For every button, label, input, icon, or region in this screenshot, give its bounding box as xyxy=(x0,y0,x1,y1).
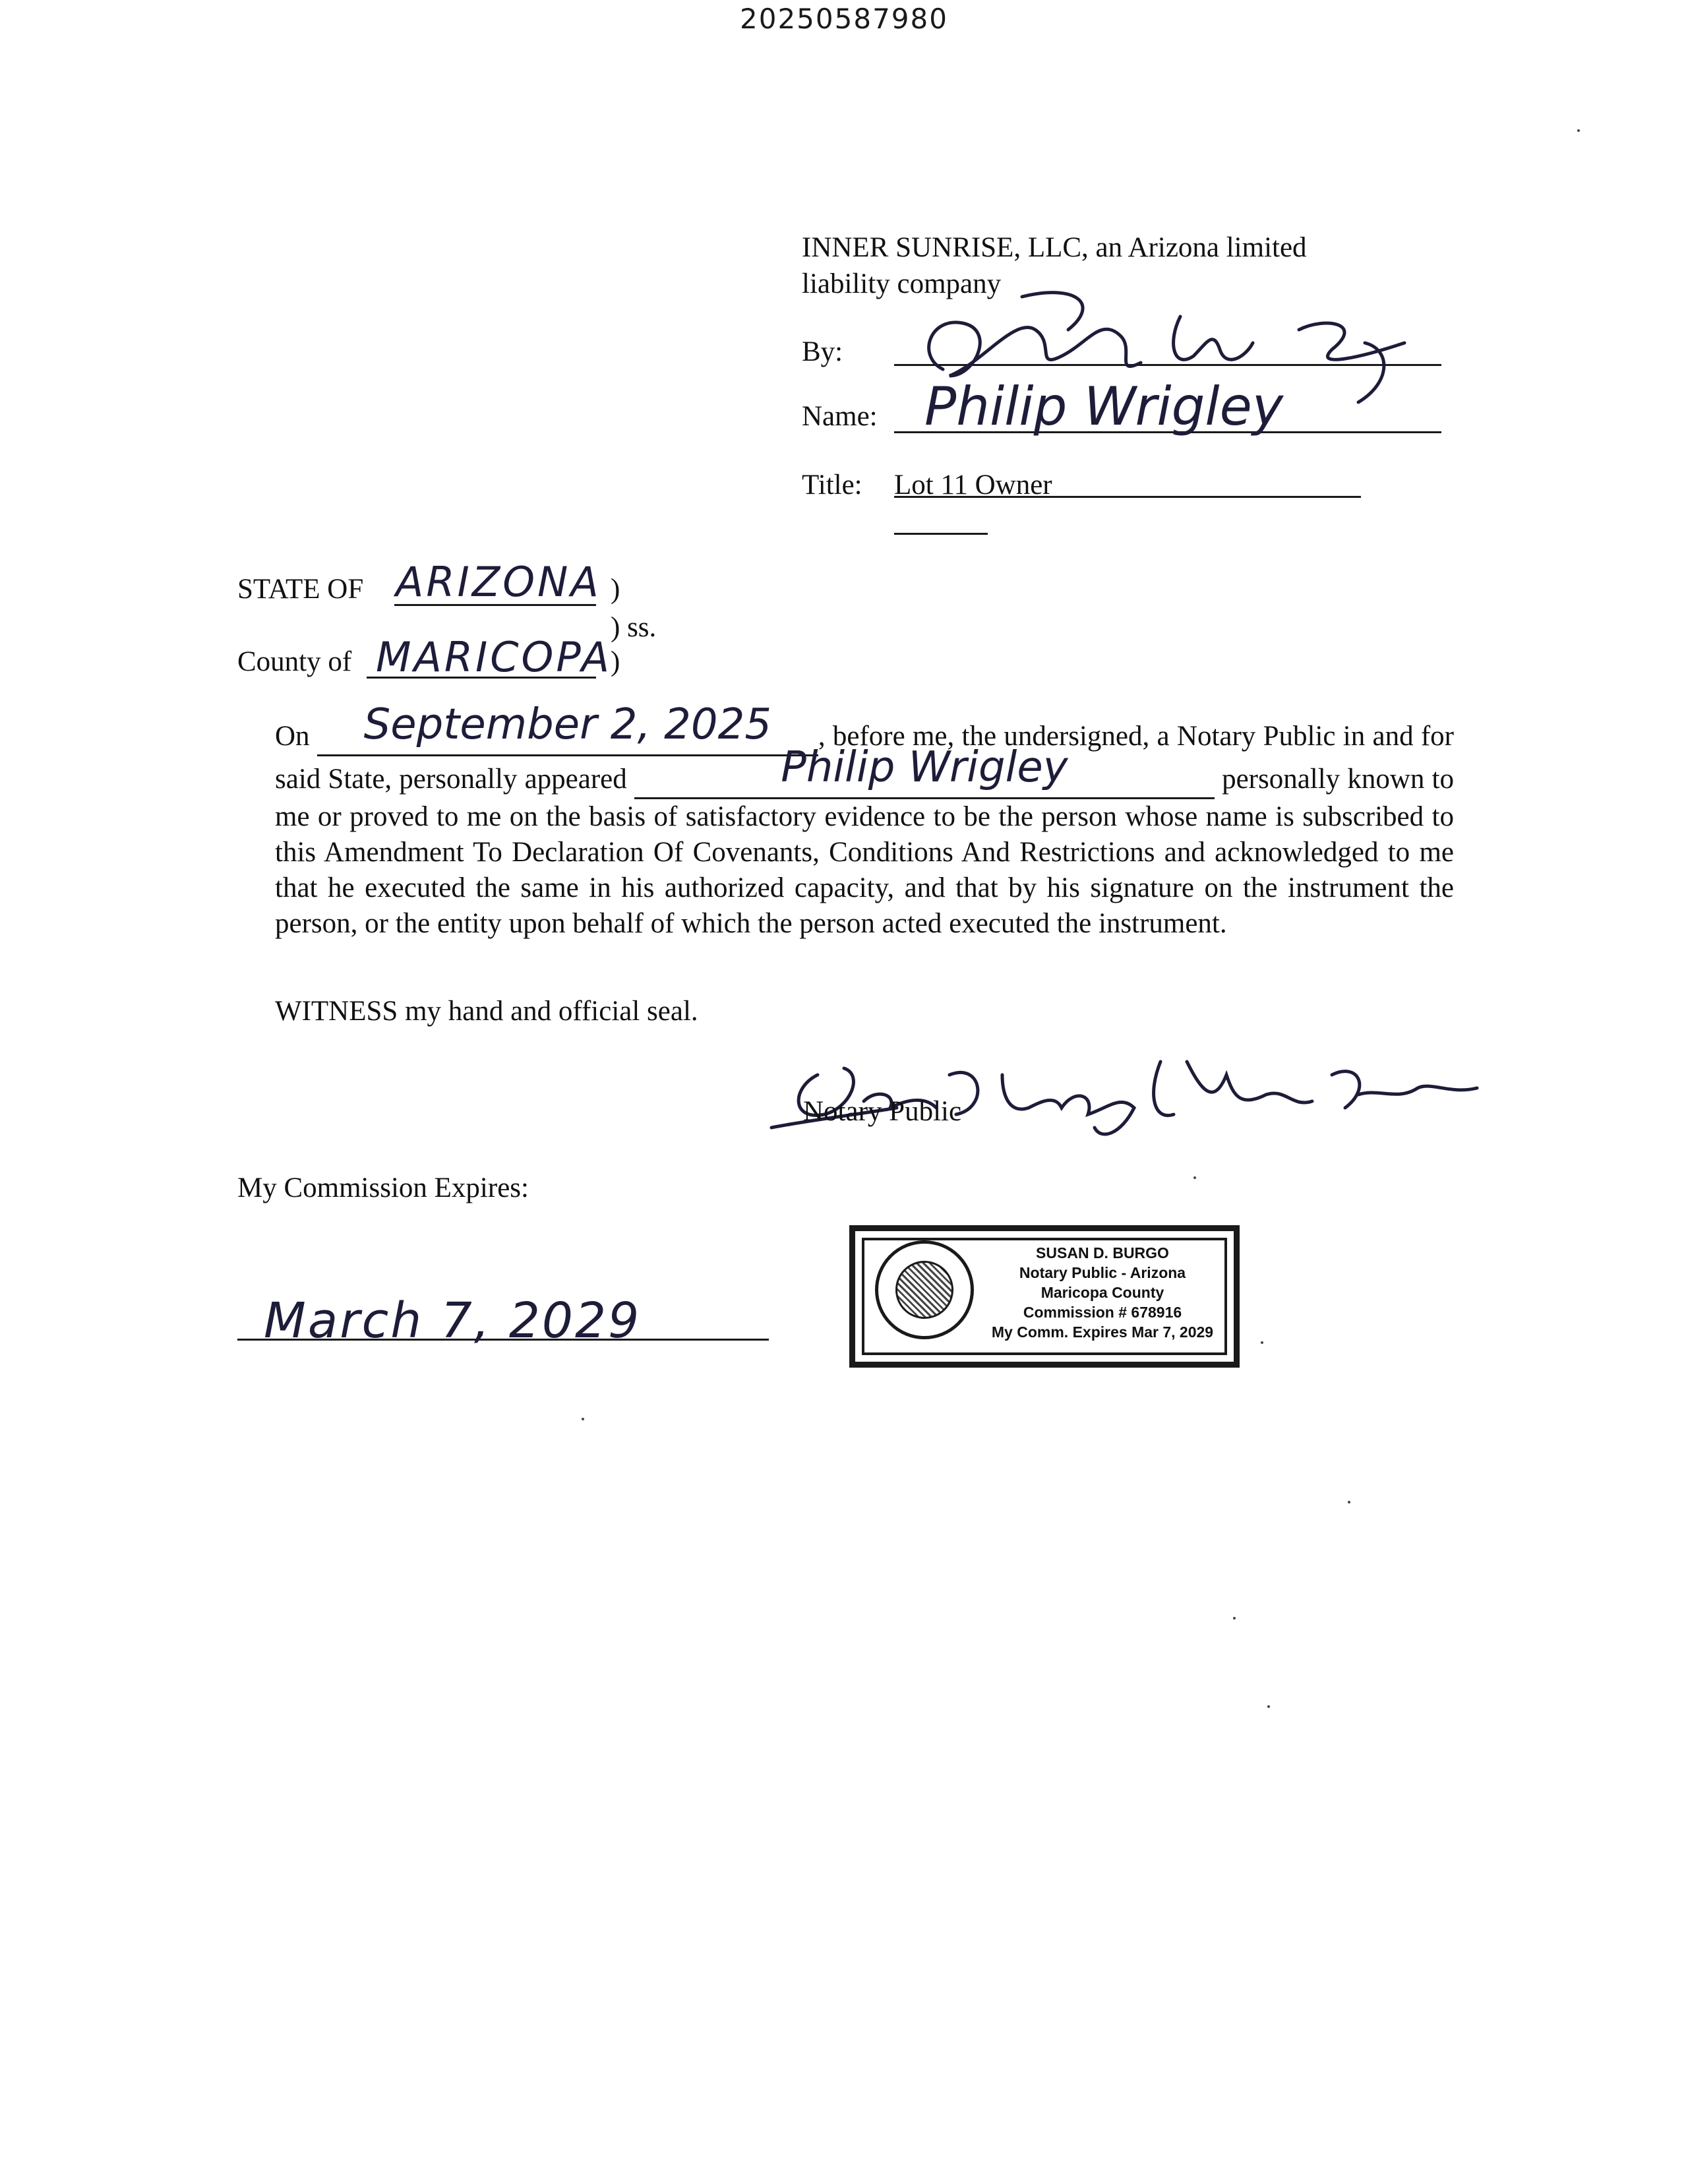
seal-text-block xyxy=(987,1243,1218,1342)
scan-speck xyxy=(1261,1341,1263,1344)
title-label: Title: xyxy=(802,470,862,501)
county-value: MARICOPA xyxy=(376,633,613,681)
scan-speck xyxy=(582,1418,584,1420)
seal-emblem-center xyxy=(895,1261,953,1319)
title-value: Lot 11 Owner xyxy=(894,470,1052,501)
name-value: Philip Wrigley xyxy=(924,376,1284,437)
seal-commission-number: Commission # 678916 xyxy=(1023,1304,1182,1321)
seal-notary-title: Notary Public - Arizona xyxy=(1019,1264,1186,1281)
notary-seal-stamp xyxy=(849,1225,1240,1368)
commission-value: March 7, 2029 xyxy=(264,1292,642,1349)
county-paren: ) xyxy=(611,646,620,677)
state-value: ARIZONA xyxy=(396,558,601,606)
county-label: County of xyxy=(237,646,352,677)
title-extra-line xyxy=(894,533,988,535)
seal-county: Maricopa County xyxy=(1040,1284,1164,1301)
ack-body-text: personally known to me or proved to me on the basis of satisfactory evidence to be the person whose name is subscribed to this Amendment To Declaration Of Covenants, Conditions And Restrictions and acknowledged to me that he executed the same in his authorized capacity, and that by his signature on the instrument the person, or the entity upon behalf of which the person acted executed the instrument. xyxy=(275,764,1454,939)
acknowledgment-paragraph xyxy=(275,700,1454,942)
seal-notary-name: SUSAN D. BURGO xyxy=(1036,1244,1169,1261)
ack-person: Philip Wrigley xyxy=(781,743,1068,792)
scan-speck xyxy=(1348,1501,1350,1503)
state-paren: ) xyxy=(611,574,620,605)
name-label: Name: xyxy=(802,401,878,432)
person-fill xyxy=(634,743,1215,799)
by-label: By: xyxy=(802,336,843,367)
scan-speck xyxy=(1193,1176,1196,1179)
scan-speck xyxy=(1577,129,1580,132)
ss-label: ) ss. xyxy=(611,612,657,643)
on-label: On xyxy=(275,721,310,752)
scan-speck xyxy=(1267,1705,1270,1708)
scan-speck xyxy=(1233,1617,1236,1620)
commission-label: My Commission Expires: xyxy=(237,1172,529,1203)
arizona-state-seal-emblem xyxy=(875,1240,974,1339)
ack-intro-text: , before me, the undersigned, a Notary Public in and for said State, personally appeared xyxy=(275,721,1454,795)
ack-date: September 2, 2025 xyxy=(363,700,772,749)
company-name-line2: liability company xyxy=(802,268,1002,299)
document-number: 20250587980 xyxy=(740,3,948,35)
notary-label: Notary Public xyxy=(803,1096,962,1127)
witness-line: WITNESS my hand and official seal. xyxy=(275,996,698,1027)
state-label: STATE OF xyxy=(237,574,364,605)
company-name-line1: INNER SUNRISE, LLC, an Arizona limited xyxy=(802,232,1307,263)
date-fill xyxy=(317,700,818,756)
seal-expiration: My Comm. Expires Mar 7, 2029 xyxy=(991,1323,1214,1341)
